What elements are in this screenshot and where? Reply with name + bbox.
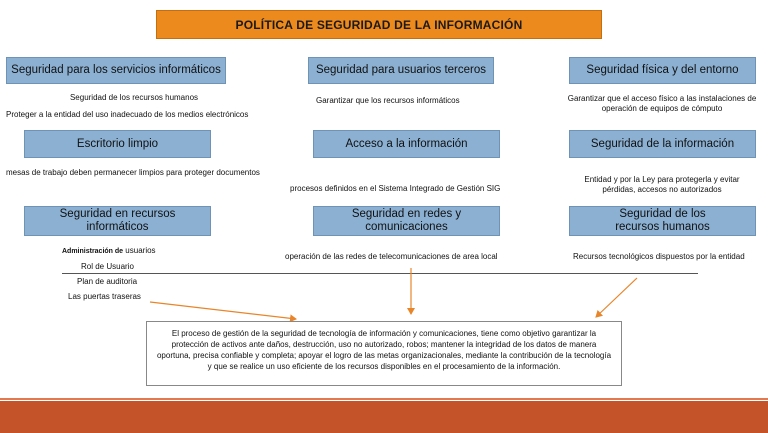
arrow-left	[150, 302, 296, 319]
text-recursos-humanos: Seguridad de los recursos humanos	[69, 93, 199, 102]
text-administracion-usuarios	[62, 246, 156, 257]
box-servicios-informaticos: Seguridad para los servicios informáticos	[6, 57, 226, 84]
text-entidad-ley-2: pérdidas, accesos no autorizados	[602, 185, 722, 194]
text-acceso-fisico-2: operación de equipos de cómputo	[601, 104, 723, 113]
box-redes-comunicaciones: Seguridad en redes y comunicaciones	[313, 206, 500, 236]
box-seguridad-fisica: Seguridad física y del entorno	[569, 57, 756, 84]
text-proteger-entidad: Proteger a la entidad del uso inadecuado de los medios electrónicos	[6, 110, 249, 119]
box-recursos-informaticos: Seguridad en recursos informáticos	[24, 206, 211, 236]
box-recursos-humanos: Seguridad de los recursos humanos	[569, 206, 756, 236]
box-seguridad-informacion: Seguridad de la información	[569, 130, 756, 158]
text-mesas-trabajo: mesas de trabajo deben permanecer limpios para proteger documentos	[6, 168, 260, 177]
footer-bar	[0, 401, 768, 433]
footer-accent-line	[0, 398, 768, 400]
text-garantizar-recursos: Garantizar que los recursos informáticos	[316, 96, 460, 105]
text-usuarios: usuarios	[123, 246, 156, 255]
text-plan-auditoria: Plan de auditoria	[77, 277, 138, 286]
box-escritorio-limpio: Escritorio limpio	[24, 130, 211, 158]
text-procesos-sig: procesos definidos en el Sistema Integrado de Gestión SIG	[290, 184, 501, 193]
arrow-right	[596, 278, 637, 317]
text-puertas-traseras: Las puertas traseras	[68, 292, 141, 301]
text-operacion-redes: operación de las redes de telecomunicaciones de area local	[285, 252, 498, 261]
page-title: POLÍTICA DE SEGURIDAD DE LA INFORMACIÓN	[156, 10, 602, 39]
text-acceso-fisico-1: Garantizar que el acceso físico a las instalaciones de	[567, 94, 757, 103]
text-administracion-bold: Administración de	[62, 248, 124, 255]
box-usuarios-terceros: Seguridad para usuarios terceros	[308, 57, 494, 84]
divider-line	[62, 273, 698, 274]
box-acceso-informacion: Acceso a la información	[313, 130, 500, 158]
text-recursos-tecnologicos: Recursos tecnológicos dispuestos por la entidad	[573, 252, 745, 261]
summary-box: El proceso de gestión de la seguridad de tecnología de información y comunicaciones, tiene como objetivo garantizar la protección de activos ante daños, destrucción, uso no autorizado, robos; mantener la integridad de los datos de manera oportuna, precisa confiable y completa; apoyar el logro de las metas organizacionales, mediante la contribución de la tecnología y que se realice un uso eficiente de los recursos disponibles en el procesamiento de la información.	[146, 321, 622, 386]
text-rol-usuario: Rol de Usuario	[81, 262, 134, 271]
text-entidad-ley-1: Entidad y por la Ley para protegerla y evitar	[584, 175, 740, 184]
